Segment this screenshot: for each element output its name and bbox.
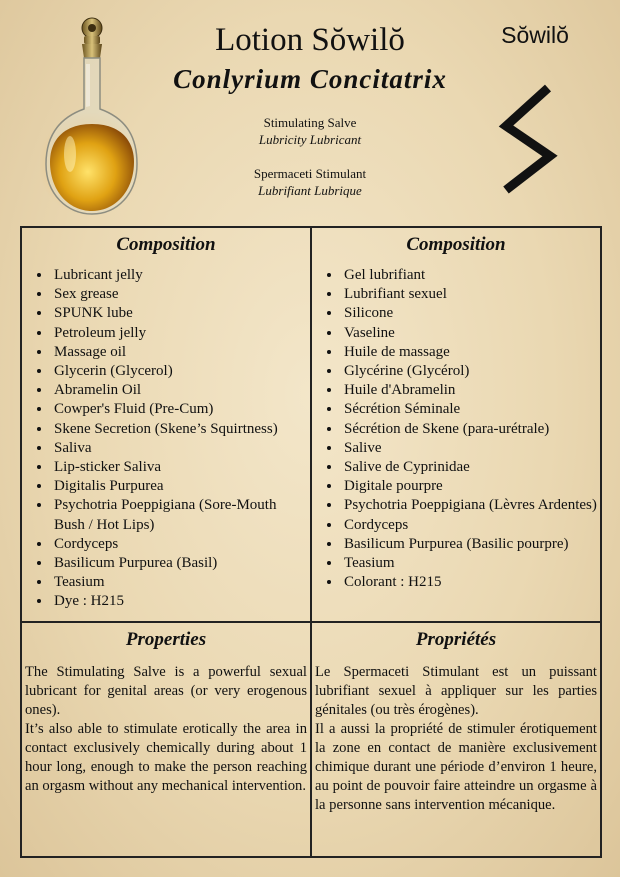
ingredient-item: • Sex grease: [52, 285, 310, 304]
ingredient-item: • Salive de Cyprinidae: [342, 458, 600, 477]
ingredient-item: • Sécrétion Séminale: [342, 400, 600, 419]
property-paragraph: Il a aussi la propriété de stimuler érotiquement la zone en contact de manière exclusivement chimique durant une période d’environ 1 heure, au point de pouvoir faire atteindre un orgasme à la personne sans intervention mécanique.: [315, 721, 597, 813]
ingredient-item: • Digitalis Purpurea: [52, 477, 310, 496]
properties-en-heading: Properties: [125, 629, 207, 650]
ingredient-item: • Vaseline: [342, 324, 600, 343]
rune-label: Sŏwilŏ: [501, 22, 569, 48]
ingredient-item: • Teasium: [342, 554, 600, 573]
ingredient-item: • Digitale pourpre: [342, 477, 600, 496]
ingredient-item: • Cowper's Fluid (Pre-Cum): [52, 400, 310, 419]
ingredient-item: • Lip-sticker Saliva: [52, 458, 310, 477]
ingredient-item: • Glycérine (Glycérol): [342, 362, 600, 381]
ingredient-item: • Glycerin (Glycerol): [52, 362, 310, 381]
ingredient-item: • Cordyceps: [52, 535, 310, 554]
ingredient-item: • Abramelin Oil: [52, 381, 310, 400]
ingredient-item: • Basilicum Purpurea (Basil): [52, 554, 310, 573]
composition-en-list: [22, 266, 310, 612]
property-paragraph: The Stimulating Salve is a powerful sexual lubricant for genital areas (or very erogenous ones).: [25, 664, 307, 718]
ingredient-item: • Teasium: [52, 573, 310, 592]
properties-fr-text: [312, 663, 600, 815]
ingredient-item: • Silicone: [342, 304, 600, 323]
ingredient-item: • Colorant : H215: [342, 573, 600, 592]
ingredient-item: • Skene Secretion (Skene’s Squirtness): [52, 420, 310, 439]
ingredient-item: • Lubricant jelly: [52, 266, 310, 285]
composition-en-heading: Composition: [116, 234, 216, 255]
ingredient-item: • Cordyceps: [342, 516, 600, 535]
properties-fr-heading: Propriétés: [415, 629, 497, 650]
english-name-block: [180, 114, 440, 148]
latin-name: Conlyrium Concitatrix: [173, 64, 447, 94]
composition-en-cell: [21, 227, 311, 622]
french-subtitle: Lubrifiant Lubrique: [258, 183, 362, 198]
composition-fr-cell: [311, 227, 601, 622]
ingredient-item: • Gel lubrifiant: [342, 266, 600, 285]
ingredient-item: • Massage oil: [52, 343, 310, 362]
french-name: Spermaceti Stimulant: [253, 166, 367, 181]
ingredient-item: • Lubrifiant sexuel: [342, 285, 600, 304]
ingredient-item: • Psychotria Poeppigiana (Lèvres Ardentes): [342, 496, 600, 515]
composition-fr-heading: Composition: [406, 234, 506, 255]
ingredient-item: • SPUNK lube: [52, 304, 310, 323]
properties-fr-cell: [311, 622, 601, 857]
english-name: Stimulating Salve: [263, 115, 357, 130]
potion-flask-image: [40, 14, 140, 219]
ingredient-item: • Huile de massage: [342, 343, 600, 362]
composition-fr-list: [312, 266, 600, 592]
properties-en-text: [22, 663, 310, 796]
page-title: Lotion Sŏwilŏ: [215, 22, 405, 58]
ingredient-item: • Saliva: [52, 439, 310, 458]
sowilo-rune-icon: [498, 84, 558, 194]
ingredient-item: • Huile d'Abramelin: [342, 381, 600, 400]
properties-en-cell: [21, 622, 311, 857]
ingredient-item: • Dye : H215: [52, 592, 310, 611]
ingredient-item: • Basilicum Purpurea (Basilic pourpre): [342, 535, 600, 554]
property-paragraph: It’s also able to stimulate erotically the area in contact exclusively chemically during about 1 hour long, enough to make the person reaching an orgasm without any mechanical intervention.: [25, 721, 307, 794]
property-paragraph: Le Spermaceti Stimulant est un puissant lubrifiant sexuel à appliquer sur les parties génitales (ou très érogènes).: [315, 664, 597, 718]
info-table: [20, 226, 602, 858]
ingredient-item: • Petroleum jelly: [52, 324, 310, 343]
french-name-block: [180, 165, 440, 199]
ingredient-item: • Sécrétion de Skene (para-urétrale): [342, 420, 600, 439]
ingredient-item: • Salive: [342, 439, 600, 458]
english-subtitle: Lubricity Lubricant: [258, 132, 362, 147]
ingredient-item: • Psychotria Poeppigiana (Sore-Mouth Bush / Hot Lips): [52, 496, 310, 534]
